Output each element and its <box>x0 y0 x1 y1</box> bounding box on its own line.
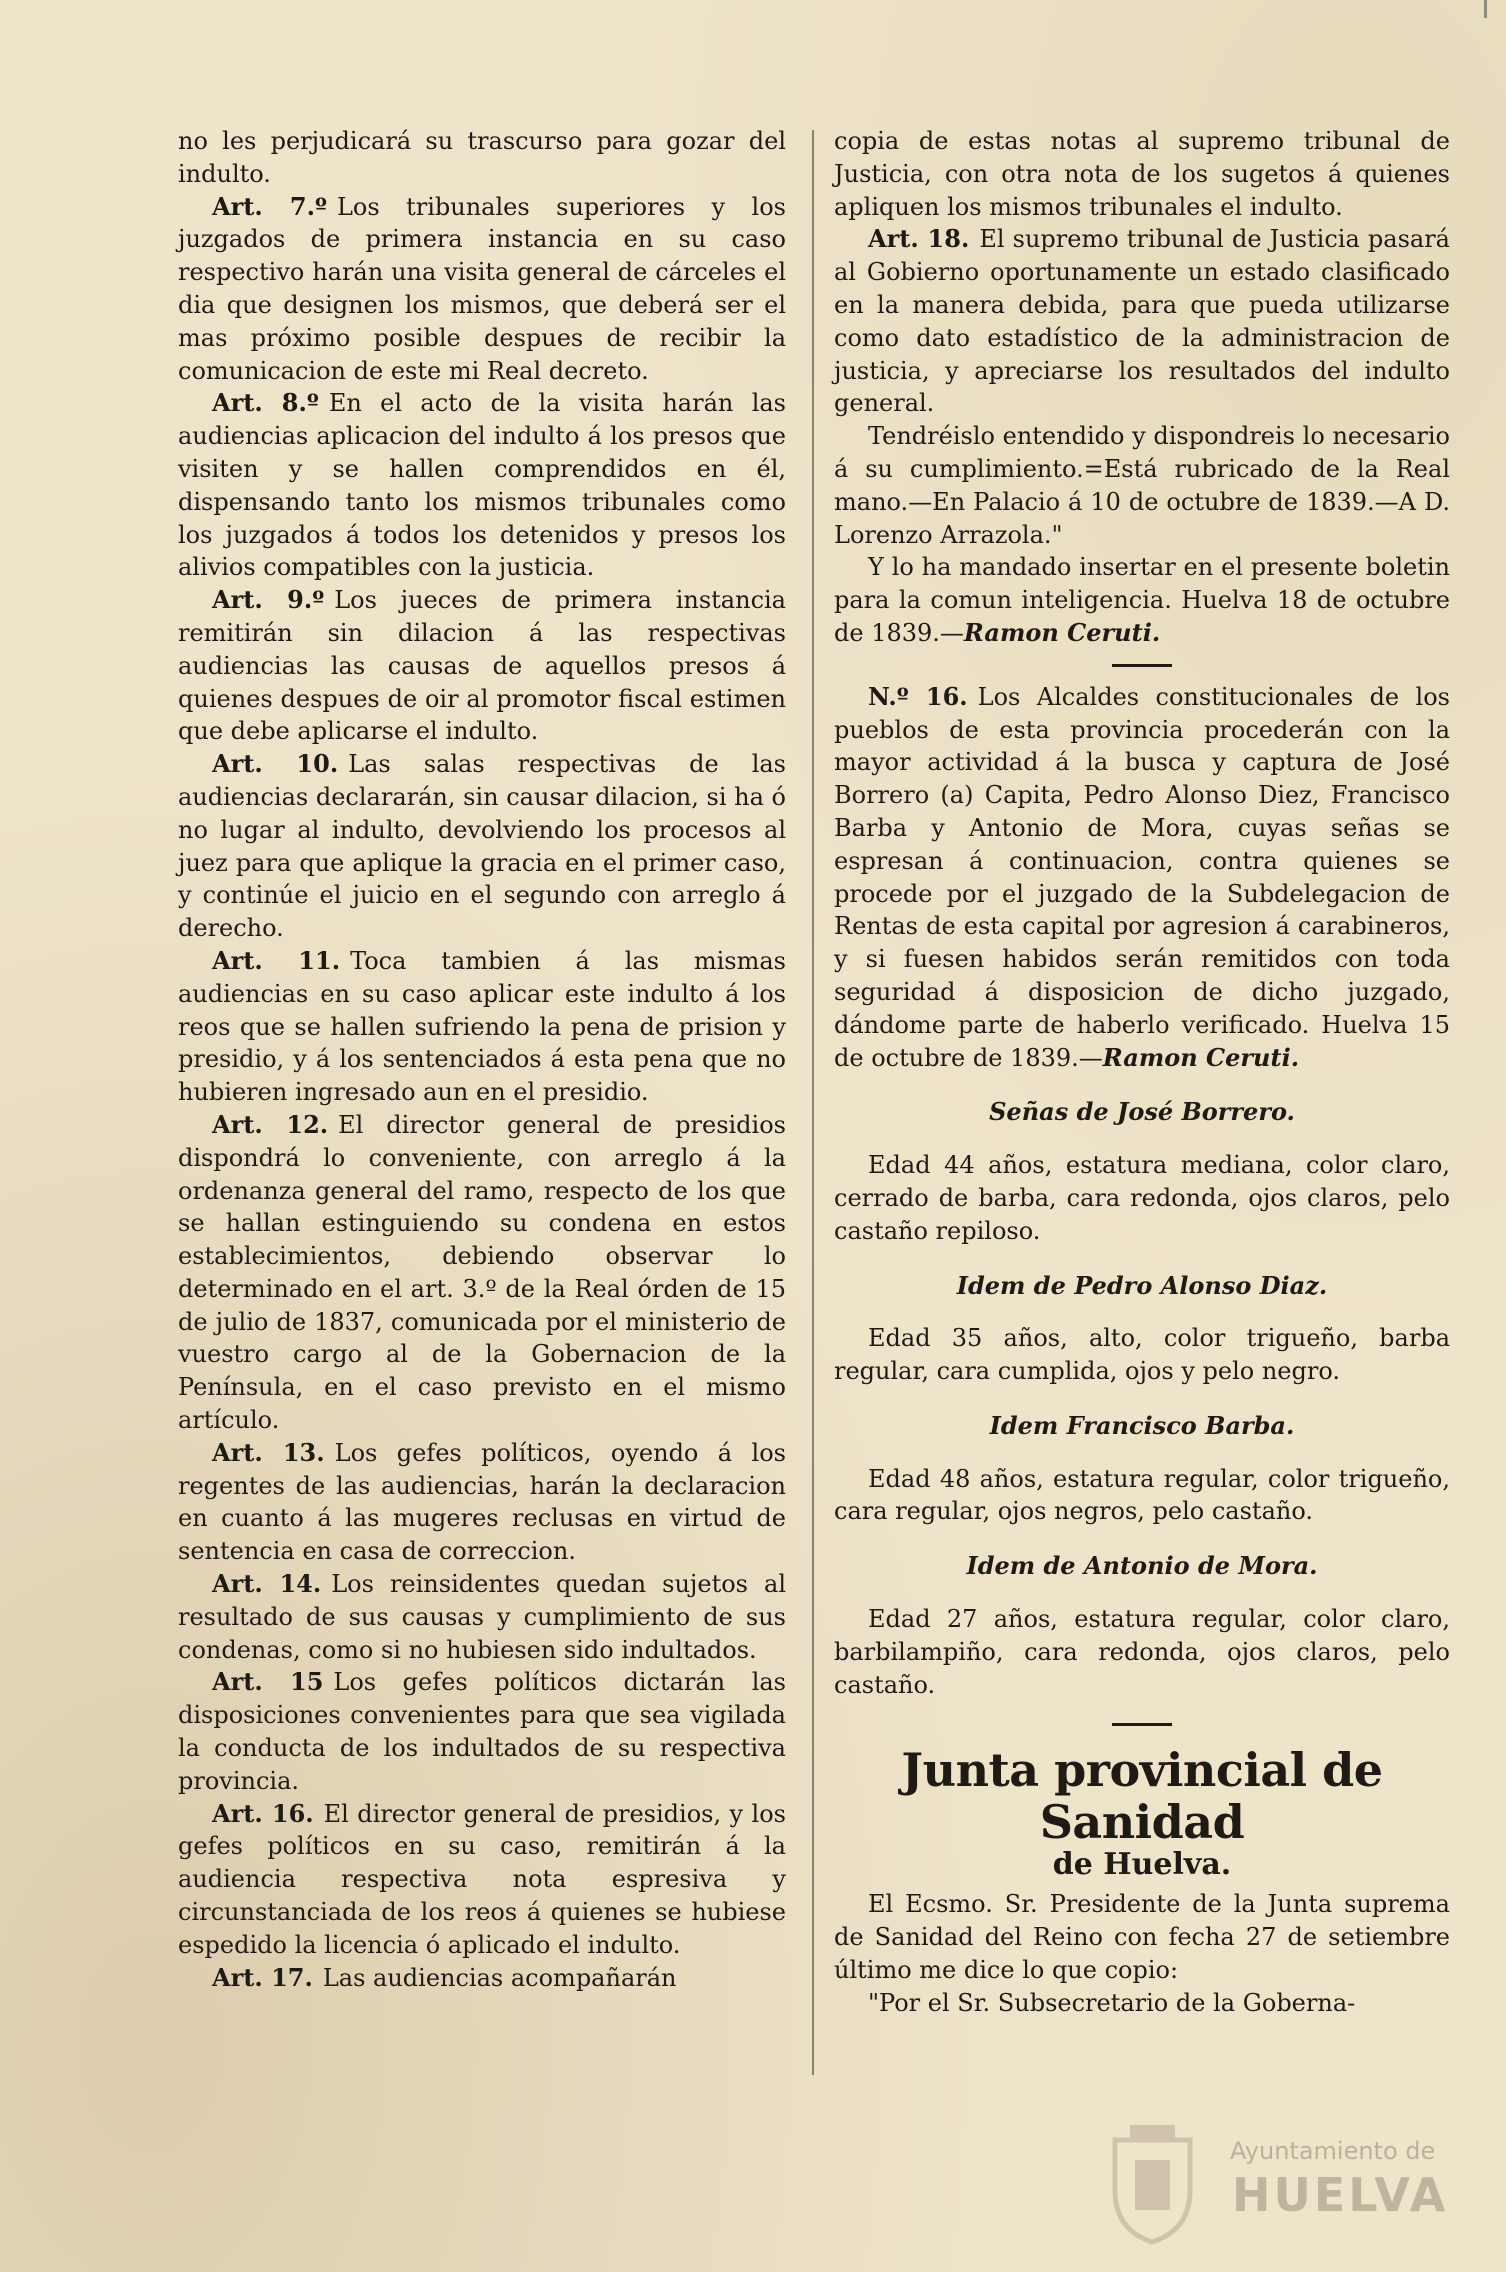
left-column <box>178 125 786 1994</box>
paragraph <box>178 125 786 191</box>
article <box>178 1568 786 1666</box>
article-label: Art. 8.º <box>212 388 319 418</box>
article-text: no les perjudicará su trascurso para gozar del indulto. <box>178 127 786 188</box>
article <box>178 191 786 388</box>
notice-text: Los Alcaldes constitucionales de los pueblos de esta provincia procederán con la mayor actividad á la busca y captura de José Borrero (a) Capita, Pedro Alonso Diez, Francisco Barba y Antonio de Mora, cuyas señas se espresan á continuacion, contra quienes se procede por el juzgado de la Subdelegacion de Rentas de esta capital por agresion á carabineros, y si fuesen habidos serán remitidos con toda seguridad á disposicion de dicho juzgado, dándome parte de haberlo verificado. Huelva 15 de octubre de 1839.— <box>834 682 1451 1072</box>
article-text: Los jueces de primera instancia remitirán sin dilacion á las respectivas audiencias las causas de aquellos presos á quienes despues de oir al promotor fiscal estimen que debe aplicarse el indulto. <box>178 586 786 746</box>
article <box>178 1666 786 1797</box>
right-column <box>834 125 1450 2020</box>
article-label: Art. 17. <box>212 1962 313 1992</box>
article <box>178 1962 786 1995</box>
column-rule <box>812 130 814 2075</box>
article-text: El director general de presidios dispondrá lo conveniente, con arreglo á la ordenanza general del ramo, respecto de los que se hallan estinguiendo su condena en estos establecimientos, debiendo observar lo determinado en el art. 3.º de la Real órden de 15 de julio de 1837, comunicada por el ministerio de vuestro cargo al de la Gobernacion de la Península, en el caso previsto en el mismo artículo. <box>178 1110 786 1435</box>
article-text: Las salas respectivas de las audiencias declararán, sin causar dilacion, si ha ó no lugar al indulto, devolviendo los procesos al juez para que aplique la gracia en el primer caso, y continúe el juicio en el segundo con arreglo á derecho. <box>178 750 786 943</box>
paragraph: copia de estas notas al supremo tribunal de Justicia, con otra nota de los sugetos á quienes apliquen los mismos tribunales el indulto. <box>834 127 1450 221</box>
article <box>178 1798 786 1962</box>
section-title: Junta provincial de Sanidad <box>901 1743 1383 1850</box>
article-label: Art. 11. <box>212 945 341 975</box>
separator <box>1112 1723 1172 1726</box>
article <box>178 387 786 584</box>
article-18 <box>834 223 1450 420</box>
description: Edad 27 años, estatura regular, color claro, barbilampiño, cara redonda, ojos claros, pelo castaño. <box>834 1605 1450 1699</box>
article <box>178 748 786 945</box>
article-text: Los tribunales superiores y los juzgados de primera instancia en su caso respectivo harán una visita general de cárceles el dia que designen los mismos, que deberá ser el mas próximo posible despues de recibir la comunicacion de este mi Real decreto. <box>178 192 786 385</box>
article <box>178 1109 786 1437</box>
article-text: Las audiencias acompañarán <box>322 1963 677 1992</box>
article-text: Los gefes políticos dictarán las disposiciones convenientes para que sea vigilada la conducta de los indultados de su respectiva provincia. <box>178 1668 786 1795</box>
watermark-line2: HUELVA <box>1232 2168 1449 2222</box>
section-subtitle: de Huelva. <box>1052 1847 1232 1883</box>
watermark-line1: Ayuntamiento de <box>1230 2137 1436 2165</box>
article-text: Los reinsidentes quedan sujetos al resultado de sus causas y cumplimiento de sus condenas, como si no hubiesen sido indultados. <box>178 1570 786 1664</box>
description-heading: Señas de José Borrero. <box>989 1097 1295 1127</box>
article-text: Toca tambien á las mismas audiencias en su caso aplicar este indulto á los reos que se hallen sufriendo la pena de prision y presidio, y á los sentenciados á esta pena que no hubieren ingresado aun en el presidio. <box>178 946 786 1107</box>
article-label: Art. 12. <box>212 1109 329 1139</box>
paragraph: Tendréislo entendido y dispondreis lo necesario á su cumplimiento.=Está rubricado de la Real mano.—En Palacio á 10 de octubre de 1839.—A D. Lorenzo Arrazola." <box>834 422 1450 549</box>
separator <box>1112 664 1172 667</box>
paragraph: "Por el Sr. Subsecretario de la Goberna- <box>868 1988 1356 2017</box>
article-label: Art. 15 <box>212 1667 324 1697</box>
description: Edad 35 años, alto, color trigueño, barba regular, cara cumplida, ojos y pelo negro. <box>834 1324 1450 1386</box>
signature: Ramon Ceruti. <box>963 617 1161 647</box>
description: Edad 48 años, estatura regular, color trigueño, cara regular, ojos negros, pelo castaño. <box>834 1464 1450 1526</box>
description-heading: Idem de Pedro Alonso Diaz. <box>956 1270 1328 1300</box>
article-label: Art. 10. <box>212 749 339 779</box>
description: Edad 44 años, estatura mediana, color claro, cerrado de barba, cara redonda, ojos claros, pelo castaño repiloso. <box>834 1151 1450 1245</box>
article-label: Art. 9.º <box>212 585 325 615</box>
article-label: Art. 14. <box>212 1569 322 1599</box>
article-label: Art. 13. <box>212 1437 325 1467</box>
description-heading: Idem de Antonio de Mora. <box>966 1551 1318 1581</box>
article <box>178 945 786 1109</box>
notice-label: N.º 16. <box>868 681 968 711</box>
notice-16 <box>834 681 1450 1075</box>
article-text: Los gefes políticos, oyendo á los regentes de las audiencias, harán la declaracion en cuanto á las mugeres reclusas en virtud de sentencia en casa de correccion. <box>178 1438 786 1566</box>
article-text: El supremo tribunal de Justicia pasará al Gobierno oportunamente un estado clasificado en la manera debida, para que pueda utilizarse como dato estadístico de la administracion de justicia, y apreciarse los resultados del indulto general. <box>834 225 1450 418</box>
article-label: Art. 18. <box>868 224 970 254</box>
article-label: Art. 16. <box>212 1798 314 1828</box>
city-crest-icon <box>1105 2120 1200 2245</box>
article <box>178 1437 786 1568</box>
article-text: El director general de presidios, y los gefes políticos en su caso, remitirán á la audiencia respectiva nota espresiva y circunstanciada de los reos á quienes se hubiese espedido la licencia ó aplicado el indulto. <box>178 1799 786 1959</box>
article-text: En el acto de la visita harán las audiencias aplicacion del indulto á los presos que visiten y se hallen comprendidos en él, dispensando tanto los mismos tribunales como los juzgados á todos los detenidos y presos los alivios compatibles con la justicia. <box>178 389 786 582</box>
edge-mark <box>1484 0 1487 18</box>
signature: Ramon Ceruti. <box>1102 1042 1300 1072</box>
article-label: Art. 7.º <box>212 191 327 221</box>
paragraph <box>834 551 1450 649</box>
description-heading: Idem Francisco Barba. <box>989 1410 1295 1440</box>
article <box>178 584 786 748</box>
paragraph-text: Y lo ha mandado insertar en el presente boletin para la comun inteligencia. Huelva 18 de octubre de 1839.— <box>834 553 1450 647</box>
paragraph: El Ecsmo. Sr. Presidente de la Junta suprema de Sanidad del Reino con fecha 27 de setiembre último me dice lo que copio: <box>834 1890 1450 1985</box>
